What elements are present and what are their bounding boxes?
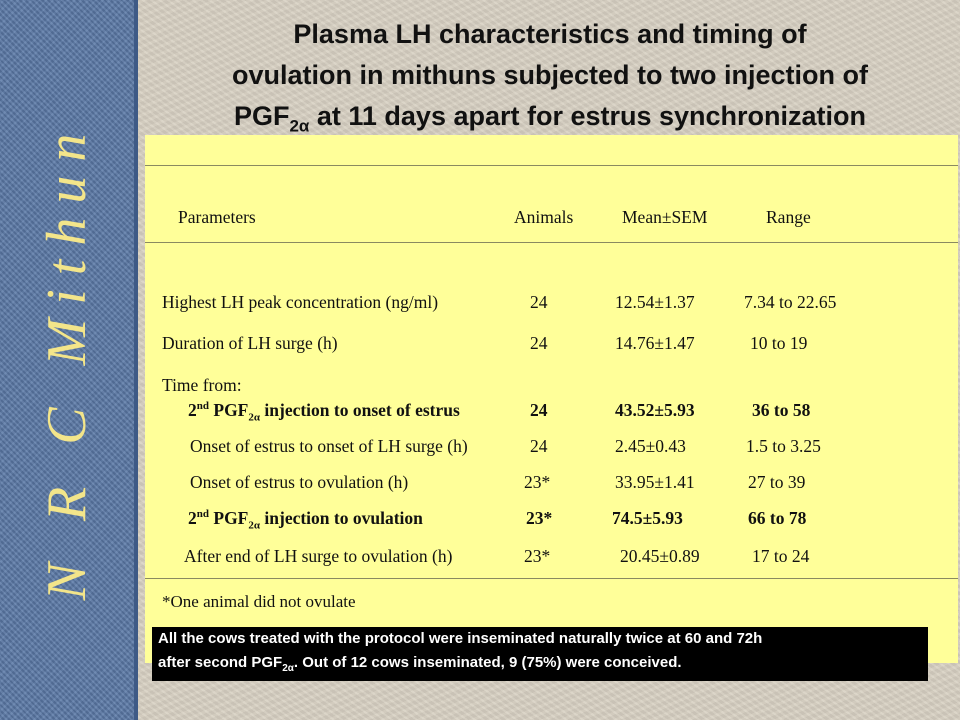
- table-row-2-param: 2nd $PGF_{2\alpha}$ injection to onset of estrus: [188, 400, 460, 424]
- table-row-0-param: Highest LH peak concentration (ng/ml): [162, 292, 439, 312]
- table-row-6-mean: 20.45±0.89: [620, 546, 700, 566]
- table-row-4-range: 27 to 39: [748, 472, 806, 492]
- table-row-0-mean: 12.54±1.37: [615, 292, 695, 312]
- table-row-2-mean: 43.52±5.93: [615, 400, 695, 420]
- slide-title: [140, 14, 960, 146]
- table-row-3-mean: 2.45±0.43: [615, 436, 686, 456]
- table-row-1-animals: 24: [530, 333, 548, 353]
- table-row-1-range: 10 to 19: [750, 333, 808, 353]
- header-animals: Animals: [514, 207, 574, 227]
- header-parameters: Parameters: [178, 207, 256, 227]
- title-line-1: Plasma LH characteristics and timing of: [293, 19, 807, 49]
- table-row-4-animals: 23*: [524, 472, 551, 492]
- summary-line-2: after second $PGF_{2\alpha}$. Out of 12 cows inseminated, 9 (75%) were conceived.: [158, 654, 682, 674]
- table-row-3-param: Onset of estrus to onset of LH surge (h): [190, 436, 468, 456]
- table-row-4-mean: 33.95±1.41: [615, 472, 695, 492]
- left-sidebar-band: [0, 0, 134, 720]
- table-row-6-range: 17 to 24: [752, 546, 810, 566]
- table-top-rule: [145, 165, 958, 166]
- table-bottom-rule: [145, 578, 958, 579]
- table-row-1-mean: 14.76±1.47: [615, 333, 695, 353]
- sidebar-edge: [134, 0, 138, 720]
- table-row-5-param: 2nd $PGF_{2\alpha}$ injection to ovulation: [188, 508, 423, 532]
- summary-box: [152, 627, 928, 681]
- table-row-3-range: 1.5 to 3.25: [746, 436, 821, 456]
- table-row-0-range: 7.34 to 22.65: [744, 292, 837, 312]
- header-range: Range: [766, 207, 811, 227]
- table-row-0-animals: 24: [530, 292, 548, 312]
- table-row-4-param: Onset of estrus to ovulation (h): [190, 472, 409, 492]
- time-from-label: Time from:: [162, 375, 242, 395]
- title-line-2: ovulation in mithuns subjected to two injection of: [232, 60, 868, 90]
- table-row-3-animals: 24: [530, 436, 548, 456]
- table-row-5-animals: 23*: [526, 508, 553, 528]
- table-row-6-param: After end of LH surge to ovulation (h): [184, 546, 453, 566]
- table-row-6-animals: 23*: [524, 546, 551, 566]
- title-line-3: $PGF_{2\alpha}$ at 11 days apart for estrus synchronization: [233, 101, 867, 136]
- table-row-2-animals: 24: [530, 400, 548, 420]
- header-mean-sem: Mean±SEM: [622, 207, 708, 227]
- summary-line-1: All the cows treated with the protocol were inseminated naturally twice at 60 and 72h: [158, 630, 763, 647]
- table-row-2-range: 36 to 58: [752, 400, 811, 420]
- table-header-rule: [145, 242, 958, 243]
- sidebar-vertical-text: N R C Mithun: [36, 119, 98, 601]
- footnote: *One animal did not ovulate: [162, 592, 356, 611]
- table-row-5-mean: 74.5±5.93: [612, 508, 683, 528]
- table-row-5-range: 66 to 78: [748, 508, 807, 528]
- table-row-1-param: Duration of LH surge (h): [162, 333, 338, 353]
